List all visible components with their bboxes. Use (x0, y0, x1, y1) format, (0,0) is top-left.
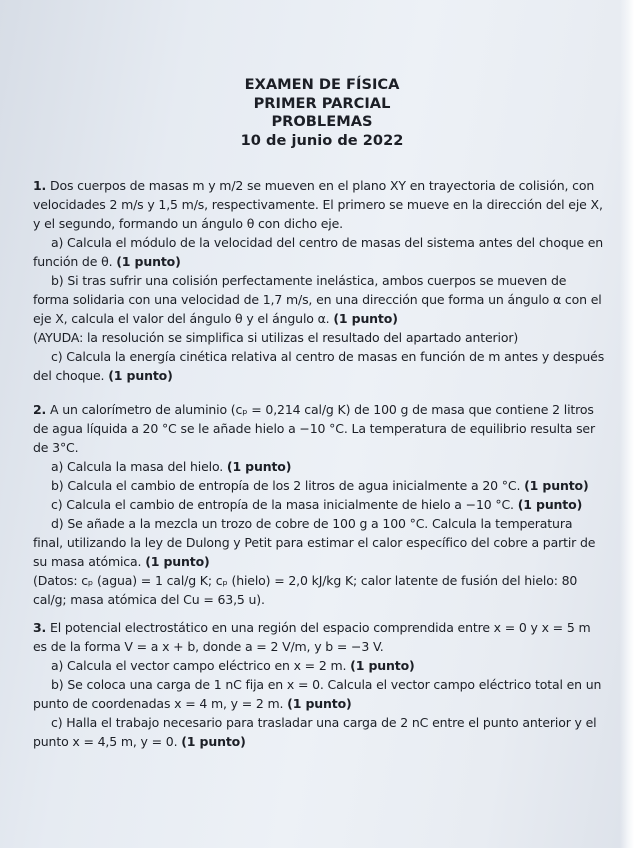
problem-2-number: 2. (33, 402, 47, 417)
problem-2-part-b: b) Calcula el cambio de entropía de los 2 litros de agua inicialmente a 20 °C. (1 punto) (51, 478, 589, 493)
problem-2-statement: 2. A un calorímetro de aluminio (cₚ = 0,214 cal/g K) de 100 g de masa que contiene 2 litros de agua líquida a 20 °C se le añade hielo a −10 °C. La temperatura de equilibrio resulta ser de 3°C. (33, 402, 595, 455)
problem-3 (33, 618, 605, 751)
exam-date: 10 de junio de 2022 (240, 131, 404, 149)
problem-2-data-note: (Datos: cₚ (agua) = 1 cal/g K; cₚ (hielo) = 2,0 kJ/kg K; calor latente de fusión del hielo: 80 cal/g; masa atómica del Cu = 63,5 u). (33, 573, 578, 607)
problem-3-part-c: c) Halla el trabajo necesario para trasladar una carga de 2 nC entre el punto anterior y el punto x = 4,5 m, y = 0. (1 punto) (33, 715, 597, 749)
problem-1-number: 1. (33, 178, 47, 193)
problem-1-part-b: b) Si tras sufrir una colisión perfectamente inelástica, ambos cuerpos se mueven de forma solidaria con una velocidad de 1,7 m/s, en una dirección que forma un ángulo α con el eje X, calcula el valor del ángulo θ y el ángulo α. (1 punto) (33, 273, 602, 326)
exam-title: EXAMEN DE FÍSICA (244, 76, 400, 93)
problem-2-part-d: d) Se añade a la mezcla un trozo de cobre de 100 g a 100 °C. Calcula la temperatura final, utilizando la ley de Dulong y Petit para estimar el calor específico del cobre a partir de su masa atómica. (1 punto) (33, 516, 596, 569)
problem-1-note: (AYUDA: la resolución se simplifica si utilizas el resultado del apartado anterior) (33, 330, 519, 345)
problem-3-statement: 3. El potencial electrostático en una región del espacio comprendida entre x = 0 y x = 5 m es de la forma V = a x + b, donde a = 2 V/m, y b = −3 V. (33, 620, 591, 654)
problem-3-part-a: a) Calcula el vector campo eléctrico en x = 2 m. (1 punto) (51, 658, 415, 673)
exam-subtitle: PRIMER PARCIAL (253, 94, 391, 112)
problem-3-number: 3. (33, 620, 47, 635)
problem-1-part-a: a) Calcula el módulo de la velocidad del centro de masas del sistema antes del choque en función de θ. (1 punto) (33, 235, 604, 269)
problem-3-part-b: b) Se coloca una carga de 1 nC fija en x = 0. Calcula el vector campo eléctrico total en un punto de coordenadas x = 4 m, y = 2 m. (1 punto) (33, 677, 602, 711)
problem-1 (33, 176, 605, 385)
exam-section: PROBLEMAS (271, 113, 373, 130)
problem-2-part-a: a) Calcula la masa del hielo. (1 punto) (51, 459, 292, 474)
problem-2-part-c: c) Calcula el cambio de entropía de la masa inicialmente de hielo a −10 °C. (1 punto) (51, 497, 583, 512)
problem-1-statement: 1. Dos cuerpos de masas m y m/2 se mueven en el plano XY en trayectoria de colisión, con velocidades 2 m/s y 1,5 m/s, respectivamente. El primero se mueve en la dirección del eje X, y el segundo, formando un ángulo θ con dicho eje. (33, 178, 603, 231)
problem-1-part-c: c) Calcula la energía cinética relativa al centro de masas en función de m antes y después del choque. (1 punto) (33, 349, 605, 383)
exam-header (0, 76, 634, 150)
problem-2 (33, 400, 605, 609)
